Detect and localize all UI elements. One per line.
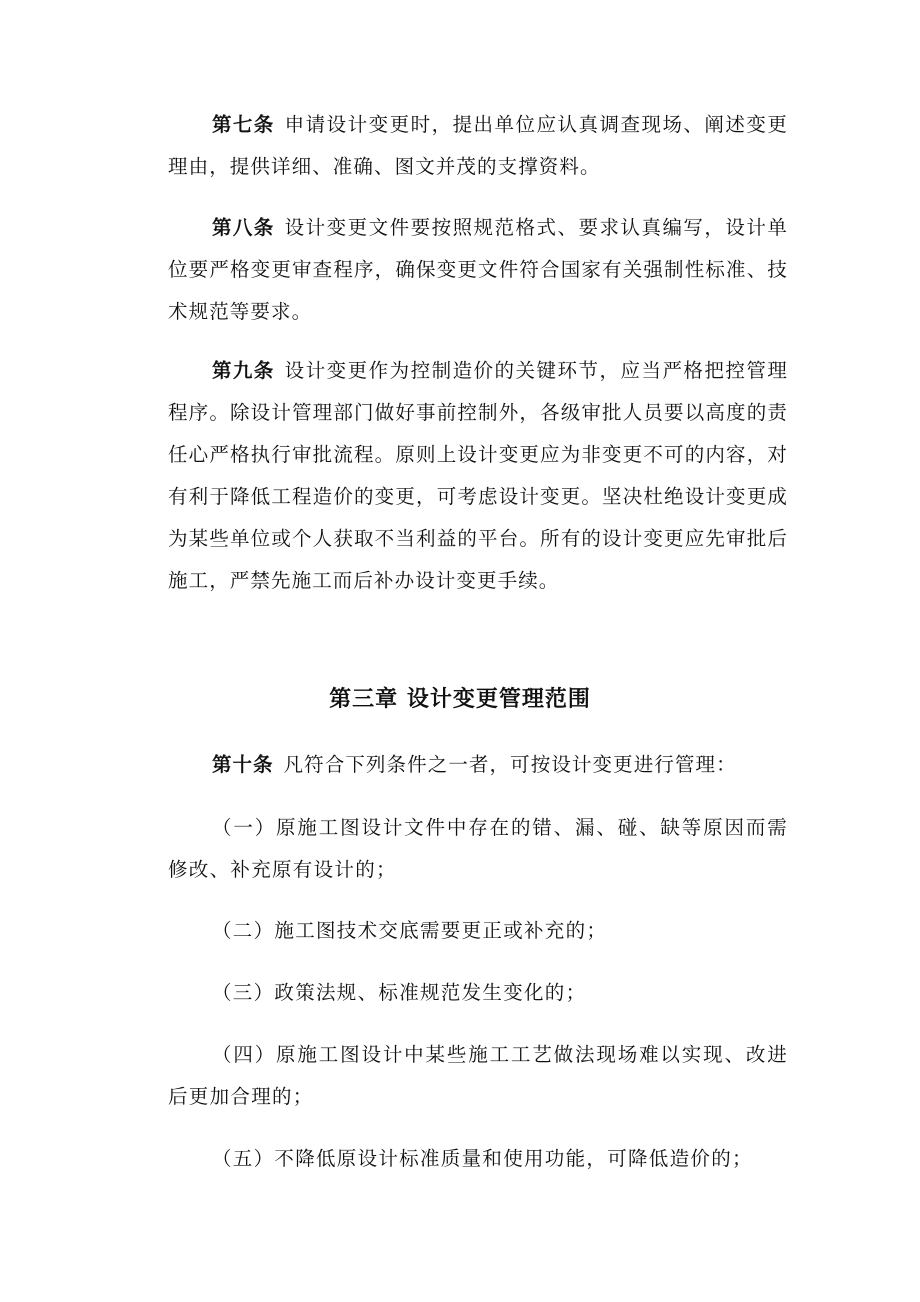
article-9 xyxy=(168,350,788,602)
list-item: （四）原施工图设计中某些施工工艺做法现场难以实现、改进后更加合理的； xyxy=(168,1043,788,1108)
article-10-text: 凡符合下列条件之一者，可按设计变更进行管理： xyxy=(283,753,737,776)
article-7-label: 第七条 xyxy=(212,113,275,136)
list-item: （一）原施工图设计文件中存在的错、漏、碰、缺等原因而需修改、补充原有设计的； xyxy=(168,816,788,881)
article-8 xyxy=(168,207,788,333)
article-8-text: 设计变更文件要按照规范格式、要求认真编写，设计单位要严格变更审查程序，确保变更文件符合国家有关强制性标准、技术规范等要求。 xyxy=(168,216,788,323)
article-10 xyxy=(168,744,788,786)
article-7-text: 申请设计变更时，提出单位应认真调查现场、阐述变更理由，提供详细、准确、图文并茂的支撑资料。 xyxy=(168,113,788,178)
article-9-label: 第九条 xyxy=(212,359,275,382)
list-item: （五）不降低原设计标准质量和使用功能，可降低造价的； xyxy=(212,1147,753,1170)
list-item: （三）政策法规、标准规范发生变化的； xyxy=(212,981,587,1004)
chapter-title: 第三章 设计变更管理范围 xyxy=(329,687,591,712)
article-10-label: 第十条 xyxy=(212,753,274,776)
article-7 xyxy=(168,104,788,188)
list-item: （二）施工图技术交底需要更正或补充的； xyxy=(212,919,608,942)
article-8-label: 第八条 xyxy=(212,216,275,239)
article-9-text: 设计变更作为控制造价的关键环节，应当严格把控管理程序。除设计管理部门做好事前控制外，各级审批人员要以高度的责任心严格执行审批流程。原则上设计变更应为非变更不可的内容，对有利于降低工程造价的变更，可考虑设计变更。坚决杜绝设计变更成为某些单位或个人获取不当利益的平台。所有的设计变更应先审批后施工，严禁先施工而后补办设计变更手续。 xyxy=(168,359,788,592)
